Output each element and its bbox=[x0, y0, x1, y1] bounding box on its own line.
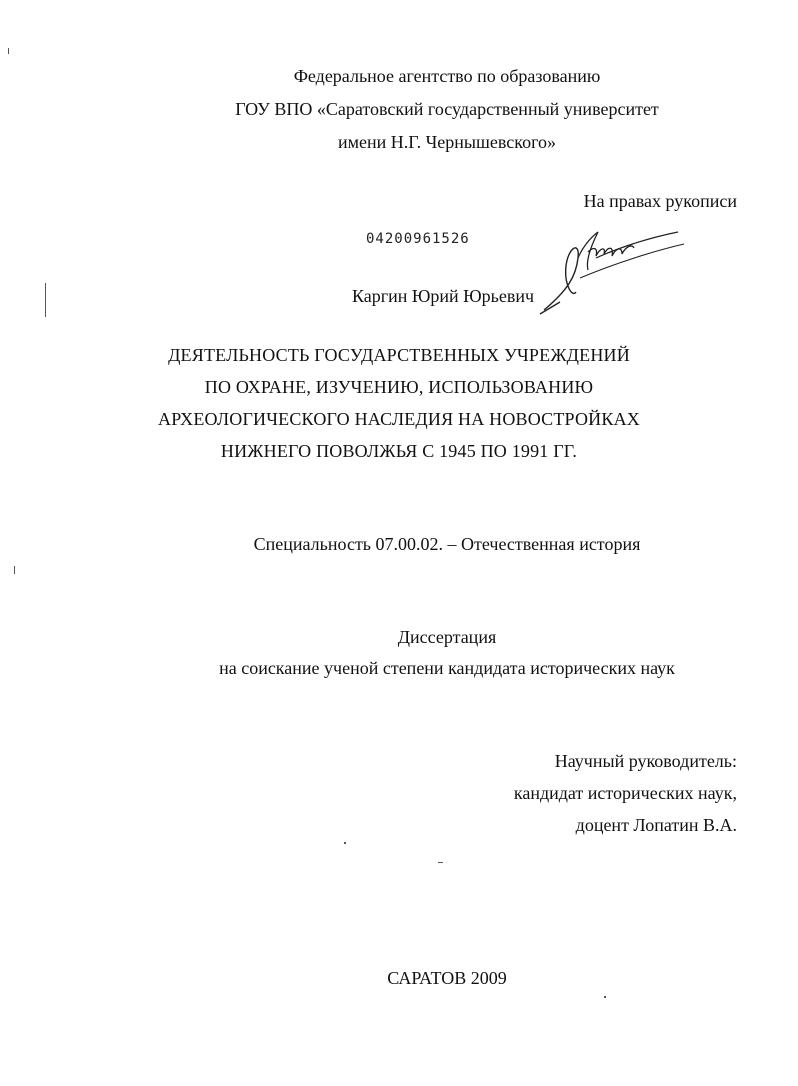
city-year: САРАТОВ 2009 bbox=[387, 968, 507, 988]
thesis-title-line4: НИЖНЕГО ПОВОЛЖЬЯ С 1945 ПО 1991 ГГ. bbox=[220, 441, 578, 461]
university-name-line2: имени Н.Г. Чернышевского» bbox=[337, 132, 557, 152]
author-name: Каргин Юрий Юрьевич bbox=[352, 286, 535, 306]
scan-artifact bbox=[8, 48, 9, 54]
degree-purpose: на соискание ученой степени кандидата исторических наук bbox=[219, 658, 675, 678]
author-signature bbox=[538, 218, 698, 318]
registration-number: 04200961526 bbox=[366, 231, 470, 247]
supervisor-name: доцент Лопатин В.А. bbox=[575, 815, 737, 835]
university-name-line1: ГОУ ВПО «Саратовский государственный университет bbox=[235, 99, 659, 119]
scan-artifact bbox=[604, 996, 606, 998]
thesis-title-line3: АРХЕОЛОГИЧЕСКОГО НАСЛЕДИЯ НА НОВОСТРОЙКАХ bbox=[158, 409, 640, 429]
supervisor-degree: кандидат исторических наук, bbox=[513, 783, 737, 803]
scan-artifact bbox=[45, 283, 46, 317]
specialty: Специальность 07.00.02. – Отечественная история bbox=[253, 534, 641, 554]
degree-type: Диссертация bbox=[397, 627, 497, 647]
scan-artifact bbox=[344, 842, 346, 844]
agency-name: Федеральное агентство по образованию bbox=[293, 66, 601, 86]
thesis-title-line2: ПО ОХРАНЕ, ИЗУЧЕНИЮ, ИСПОЛЬЗОВАНИЮ bbox=[204, 377, 594, 397]
supervisor-label: Научный руководитель: bbox=[554, 751, 737, 771]
scan-artifact bbox=[438, 862, 443, 863]
manuscript-note: На правах рукописи bbox=[583, 191, 737, 211]
scan-artifact bbox=[14, 566, 15, 574]
thesis-title-line1: ДЕЯТЕЛЬНОСТЬ ГОСУДАРСТВЕННЫХ УЧРЕЖДЕНИЙ bbox=[168, 345, 630, 365]
